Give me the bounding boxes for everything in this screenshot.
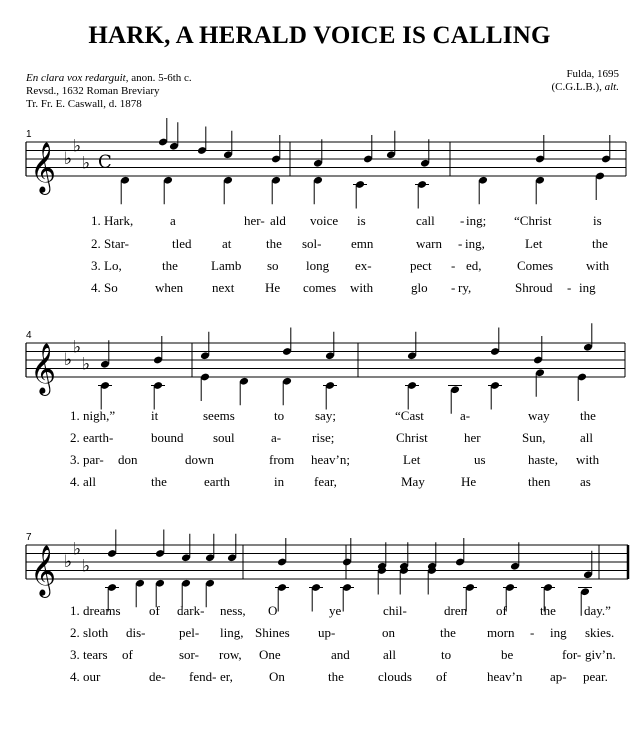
lyric-syllable: - bbox=[530, 625, 535, 640]
flat-icon: ♭ bbox=[64, 552, 73, 572]
lyric-syllable: fend- bbox=[189, 669, 217, 684]
lyric-syllable: soul bbox=[213, 430, 235, 445]
lyric-line bbox=[0, 647, 639, 663]
lyric-syllable: when bbox=[155, 280, 184, 295]
treble-clef-icon: 𝄞 bbox=[30, 343, 57, 394]
lyric-syllable: of bbox=[496, 603, 507, 618]
lyric-syllable: a bbox=[170, 213, 176, 228]
common-time-icon: C bbox=[98, 151, 112, 173]
lyric-syllable: tled bbox=[172, 236, 192, 251]
lyric-syllable: with bbox=[350, 280, 374, 295]
lyric-syllable: ling, bbox=[220, 625, 244, 640]
lyric-syllable: ye bbox=[329, 603, 342, 618]
lyric-syllable: - bbox=[567, 280, 572, 295]
lyric-syllable: of bbox=[149, 603, 160, 618]
lyric-syllable: the bbox=[162, 258, 178, 273]
lyric-syllable: for- bbox=[562, 647, 582, 662]
lyric-syllable: One bbox=[259, 647, 281, 662]
lyric-syllable: - bbox=[451, 280, 456, 295]
lyric-syllable: with bbox=[586, 258, 610, 273]
lyric-syllable: dark- bbox=[177, 603, 205, 618]
lyric-syllable: “Cast bbox=[395, 408, 424, 423]
soprano-note bbox=[510, 542, 520, 570]
lyric-syllable: Let bbox=[525, 236, 543, 251]
lyric-syllable: call bbox=[416, 213, 435, 228]
lyric-syllable: row, bbox=[219, 647, 242, 662]
lyric-syllable: Lamb bbox=[211, 258, 242, 273]
lyric-syllable: ness, bbox=[220, 603, 246, 618]
lyric-syllable: voice bbox=[310, 213, 339, 228]
lyric-syllable: the bbox=[266, 236, 282, 251]
lyric-syllable: earth bbox=[204, 474, 230, 489]
soprano-note bbox=[205, 534, 215, 562]
lyric-syllable: emn bbox=[351, 236, 374, 251]
lyric-syllable: er, bbox=[220, 669, 233, 684]
lyric-syllable: don bbox=[118, 452, 138, 467]
lyric-syllable: be bbox=[501, 647, 514, 662]
lyric-syllable: bound bbox=[151, 430, 184, 445]
credit-line: Tr. Fr. E. Caswall, d. 1878 bbox=[26, 98, 142, 110]
lyric-syllable: 3. tears bbox=[70, 647, 108, 662]
credit-line: En clara vox redarguit, anon. 5-6th c. bbox=[26, 72, 192, 84]
lyric-syllable: as bbox=[580, 474, 591, 489]
lyric-syllable: 1. dreams bbox=[70, 603, 121, 618]
lyric-syllable: sol- bbox=[302, 236, 322, 251]
lyric-syllable: Let bbox=[403, 452, 421, 467]
lyric-syllable: next bbox=[212, 280, 235, 295]
lyric-syllable: a- bbox=[460, 408, 471, 423]
measure-number: 1 bbox=[26, 129, 32, 140]
soprano-note bbox=[277, 538, 287, 566]
lyric-syllable: way bbox=[528, 408, 550, 423]
lyric-syllable: ing, bbox=[465, 236, 485, 251]
treble-clef-icon: 𝄞 bbox=[30, 142, 57, 193]
lyric-syllable: clouds bbox=[378, 669, 412, 684]
lyric-syllable: seems bbox=[203, 408, 235, 423]
lyric-syllable: 2. sloth bbox=[70, 625, 109, 640]
lyric-syllable: chil- bbox=[383, 603, 407, 618]
lyric-syllable: - bbox=[451, 258, 456, 273]
soprano-note bbox=[227, 534, 237, 562]
lyric-syllable: ald bbox=[270, 213, 286, 228]
lyric-syllable: ing bbox=[550, 625, 567, 640]
lyric-syllable: giv’n. bbox=[585, 647, 616, 662]
lyric-syllable: 4. So bbox=[91, 280, 118, 295]
lyric-syllable: the bbox=[328, 669, 344, 684]
lyric-syllable: up- bbox=[318, 625, 336, 640]
lyric-syllable: de- bbox=[149, 669, 166, 684]
lyric-syllable: us bbox=[474, 452, 486, 467]
lyric-syllable: ing; bbox=[466, 213, 487, 228]
measure-number: 7 bbox=[26, 532, 32, 543]
lyric-syllable: the bbox=[592, 236, 608, 251]
lyric-syllable: long bbox=[306, 258, 330, 273]
lyric-syllable: - bbox=[460, 213, 465, 228]
lyric-syllable: Shroud bbox=[515, 280, 553, 295]
lyric-syllable: 4. all bbox=[70, 474, 96, 489]
lyric-syllable: 4. our bbox=[70, 669, 101, 684]
soprano-note bbox=[155, 530, 165, 558]
lyric-syllable: glo bbox=[411, 280, 428, 295]
lyric-syllable: ed, bbox=[466, 258, 482, 273]
lyric-syllable: ex- bbox=[355, 258, 372, 273]
tune-source: (C.G.L.B.), alt. bbox=[551, 81, 619, 93]
lyric-syllable: to bbox=[441, 647, 452, 662]
lyric-syllable: of bbox=[436, 669, 447, 684]
lyric-syllable: - bbox=[458, 236, 463, 251]
lyric-syllable: pear. bbox=[583, 669, 608, 684]
lyric-syllable: ap- bbox=[550, 669, 567, 684]
lyric-syllable: Christ bbox=[396, 430, 428, 445]
tune-name: Fulda, 1695 bbox=[566, 68, 619, 80]
soprano-note bbox=[583, 551, 593, 579]
lyric-line bbox=[0, 603, 639, 619]
lyric-syllable: then bbox=[528, 474, 551, 489]
lyric-syllable: a- bbox=[271, 430, 282, 445]
lyric-syllable: comes bbox=[303, 280, 337, 295]
lyric-syllable: Sun, bbox=[522, 430, 546, 445]
lyric-syllable: pect bbox=[410, 258, 432, 273]
lyric-syllable: warn bbox=[416, 236, 442, 251]
lyric-syllable: all bbox=[383, 647, 396, 662]
lyric-syllable: Shines bbox=[255, 625, 290, 640]
lyric-syllable: O bbox=[268, 603, 278, 618]
alto-note bbox=[427, 566, 437, 594]
lyric-syllable: skies. bbox=[585, 625, 615, 640]
lyric-syllable: the bbox=[151, 474, 167, 489]
alto-note bbox=[399, 566, 409, 594]
treble-clef-icon: 𝄞 bbox=[30, 545, 57, 596]
flat-icon: ♭ bbox=[73, 337, 82, 358]
lyric-syllable: 3. Lo, bbox=[91, 258, 122, 273]
lyric-syllable: “Christ bbox=[514, 213, 552, 228]
lyric-syllable: Comes bbox=[517, 258, 554, 273]
lyric-syllable: 1. Hark, bbox=[91, 213, 134, 228]
flat-icon: ♭ bbox=[64, 149, 73, 169]
lyric-syllable: with bbox=[576, 452, 600, 467]
lyric-syllable: from bbox=[269, 452, 295, 467]
lyric-syllable: ing bbox=[579, 280, 596, 295]
lyric-syllable: day.” bbox=[584, 603, 611, 618]
lyric-syllable: 2. earth- bbox=[70, 430, 114, 445]
flat-icon: ♭ bbox=[64, 350, 73, 370]
lyric-syllable: all bbox=[580, 430, 593, 445]
soprano-note bbox=[427, 542, 437, 570]
lyric-syllable: fear, bbox=[314, 474, 337, 489]
lyric-syllable: and bbox=[331, 647, 350, 662]
measure-number: 4 bbox=[26, 330, 32, 341]
lyric-syllable: the bbox=[540, 603, 556, 618]
soprano-note bbox=[399, 542, 409, 570]
soprano-note bbox=[377, 542, 387, 570]
lyric-line bbox=[0, 669, 639, 685]
lyric-syllable: heav’n; bbox=[311, 452, 350, 467]
flat-icon: ♭ bbox=[73, 136, 82, 157]
lyric-syllable: the bbox=[440, 625, 456, 640]
lyric-syllable: of bbox=[122, 647, 133, 662]
lyric-syllable: He bbox=[461, 474, 477, 489]
lyric-syllable: He bbox=[265, 280, 281, 295]
lyric-syllable: dren bbox=[444, 603, 468, 618]
lyric-line bbox=[0, 625, 639, 641]
lyric-syllable: in bbox=[274, 474, 285, 489]
lyric-syllable: down bbox=[185, 452, 214, 467]
lyric-syllable: the bbox=[580, 408, 596, 423]
lyric-syllable: on bbox=[382, 625, 395, 640]
lyric-syllable: 1. nigh,” bbox=[70, 408, 116, 423]
soprano-note bbox=[181, 534, 191, 562]
lyric-syllable: at bbox=[222, 236, 232, 251]
flat-icon: ♭ bbox=[82, 153, 91, 174]
lyric-syllable: haste, bbox=[528, 452, 558, 467]
lyric-syllable: it bbox=[151, 408, 159, 423]
lyric-syllable: morn bbox=[487, 625, 515, 640]
lyric-syllable: On bbox=[269, 669, 285, 684]
credit-line: Revsd., 1632 Roman Breviary bbox=[26, 85, 160, 97]
flat-icon: ♭ bbox=[82, 556, 91, 577]
lyric-syllable: so bbox=[267, 258, 279, 273]
lyric-syllable: 3. par- bbox=[70, 452, 104, 467]
alto-note bbox=[377, 566, 387, 594]
lyric-syllable: her- bbox=[244, 213, 265, 228]
lyric-syllable: sor- bbox=[179, 647, 199, 662]
lyric-syllable: heav’n bbox=[487, 669, 523, 684]
lyric-syllable: is bbox=[593, 213, 602, 228]
soprano-note bbox=[455, 538, 465, 566]
hymn-title: HARK, A HERALD VOICE IS CALLING bbox=[88, 22, 551, 49]
lyric-syllable: say; bbox=[315, 408, 336, 423]
lyric-syllable: 2. Star- bbox=[91, 236, 130, 251]
soprano-note bbox=[342, 538, 352, 566]
soprano-note bbox=[107, 530, 117, 558]
lyric-syllable: dis- bbox=[126, 625, 146, 640]
lyric-syllable: pel- bbox=[179, 625, 200, 640]
flat-icon: ♭ bbox=[82, 354, 91, 375]
lyric-syllable: is bbox=[357, 213, 366, 228]
lyric-syllable: to bbox=[274, 408, 285, 423]
lyric-syllable: ry, bbox=[458, 280, 472, 295]
flat-icon: ♭ bbox=[73, 539, 82, 560]
lyric-syllable: rise; bbox=[312, 430, 335, 445]
lyric-syllable: her bbox=[464, 430, 481, 445]
lyric-syllable: May bbox=[401, 474, 425, 489]
